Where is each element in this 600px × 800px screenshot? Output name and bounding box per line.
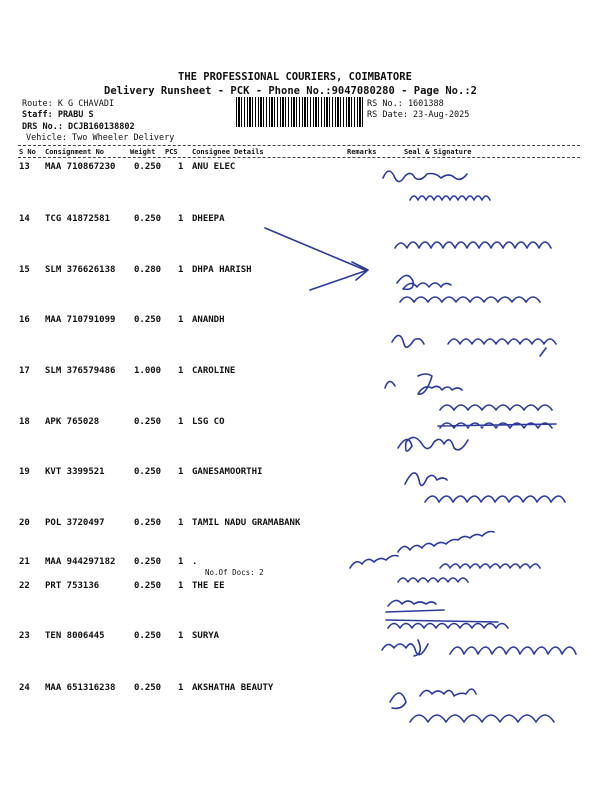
- staff-label: Staff: PRABU S: [22, 110, 94, 120]
- table-row: [0, 265, 600, 317]
- row-weight: 0.250: [134, 557, 162, 567]
- row-weight: 0.250: [134, 214, 162, 224]
- row-pcs: 1: [178, 581, 184, 591]
- table-row: [0, 214, 600, 266]
- row-consignment: PRT 753136: [45, 581, 100, 591]
- row-sno: 21: [19, 557, 30, 567]
- row-consignee: LSG CO: [192, 417, 225, 427]
- header-top-rule: [18, 145, 580, 146]
- rs-number: RS No.: 1601388: [367, 99, 444, 109]
- row-consignee: .: [192, 557, 198, 567]
- row-consignee: DHPA HARISH: [192, 265, 252, 275]
- row-sno: 24: [19, 683, 30, 693]
- col-consignment: Consignment No: [45, 148, 105, 156]
- row-weight: 0.250: [134, 518, 162, 528]
- row-weight: 0.250: [134, 417, 162, 427]
- row-sno: 16: [19, 315, 30, 325]
- row-pcs: 1: [178, 631, 184, 641]
- row-weight: 0.250: [134, 162, 162, 172]
- row-sno: 15: [19, 265, 30, 275]
- rs-date: RS Date: 23-Aug-2025: [367, 110, 470, 120]
- row-weight: 0.250: [134, 581, 162, 591]
- table-row: [0, 683, 600, 735]
- header-bottom-rule: [18, 157, 580, 158]
- barcode-image: [236, 97, 364, 127]
- row-consignment: MAA 710791099: [45, 315, 116, 325]
- row-sno: 22: [19, 581, 30, 591]
- vehicle-label: Vehicle: Two Wheeler Delivery: [26, 133, 175, 143]
- row-weight: 1.000: [134, 366, 162, 376]
- row-sno: 17: [19, 366, 30, 376]
- col-pcs: PCS: [165, 148, 178, 156]
- row-pcs: 1: [178, 557, 184, 567]
- row-consignee: DHEEPA: [192, 214, 225, 224]
- row-pcs: 1: [178, 366, 184, 376]
- table-row: [0, 162, 600, 214]
- row-consignment: MAA 710867230: [45, 162, 116, 172]
- row-consignment: POL 3720497: [45, 518, 105, 528]
- row-pcs: 1: [178, 315, 184, 325]
- row-pcs: 1: [178, 417, 184, 427]
- row-sno: 14: [19, 214, 30, 224]
- row-consignee: AKSHATHA BEAUTY: [192, 683, 274, 693]
- row-consignee: CAROLINE: [192, 366, 236, 376]
- row-weight: 0.250: [134, 315, 162, 325]
- row-consignee: TAMIL NADU GRAMABANK: [192, 518, 301, 528]
- row-consignment: SLM 376626138: [45, 265, 116, 275]
- company-name: THE PROFESSIONAL COURIERS, COIMBATORE: [178, 71, 412, 83]
- row-pcs: 1: [178, 162, 184, 172]
- row-docs-note: No.Of Docs: 2: [205, 568, 264, 577]
- row-sno: 13: [19, 162, 30, 172]
- row-consignee: SURYA: [192, 631, 220, 641]
- row-pcs: 1: [178, 467, 184, 477]
- row-pcs: 1: [178, 683, 184, 693]
- row-consignment: SLM 376579486: [45, 366, 116, 376]
- row-consignee: ANANDH: [192, 315, 225, 325]
- row-consignment: TCG 41872581: [45, 214, 111, 224]
- table-row: [0, 557, 600, 579]
- drs-number: DRS No.: DCJB160138802: [22, 122, 135, 132]
- row-sno: 18: [19, 417, 30, 427]
- row-consignee: GANESAMOORTHI: [192, 467, 263, 477]
- row-consignment: MAA 651316238: [45, 683, 116, 693]
- row-weight: 0.280: [134, 265, 162, 275]
- col-remarks: Remarks: [347, 148, 377, 156]
- row-weight: 0.250: [134, 631, 162, 641]
- row-weight: 0.250: [134, 467, 162, 477]
- row-consignee: THE EE: [192, 581, 225, 591]
- col-sno: S No: [19, 148, 36, 156]
- row-sno: 20: [19, 518, 30, 528]
- row-pcs: 1: [178, 518, 184, 528]
- col-weight: Weight: [130, 148, 156, 156]
- col-seal-signature: Seal & Signature: [404, 148, 472, 156]
- runsheet-title: Delivery Runsheet - PCK - Phone No.:9047080280 - Page No.:2: [104, 85, 477, 97]
- row-weight: 0.250: [134, 683, 162, 693]
- row-consignment: APK 765028: [45, 417, 100, 427]
- row-consignment: KVT 3399521: [45, 467, 105, 477]
- row-consignment: TEN 8006445: [45, 631, 105, 641]
- col-consignee: Consignee Details: [192, 148, 264, 156]
- row-consignee: ANU ELEC: [192, 162, 236, 172]
- table-row: [0, 581, 600, 633]
- row-pcs: 1: [178, 214, 184, 224]
- table-row: [0, 467, 600, 519]
- table-row: [0, 417, 600, 469]
- row-pcs: 1: [178, 265, 184, 275]
- row-consignment: MAA 944297182: [45, 557, 116, 567]
- table-row: [0, 366, 600, 418]
- table-row: [0, 631, 600, 683]
- row-sno: 23: [19, 631, 30, 641]
- table-row: [0, 315, 600, 367]
- row-sno: 19: [19, 467, 30, 477]
- route-label: Route: K G CHAVADI: [22, 99, 115, 109]
